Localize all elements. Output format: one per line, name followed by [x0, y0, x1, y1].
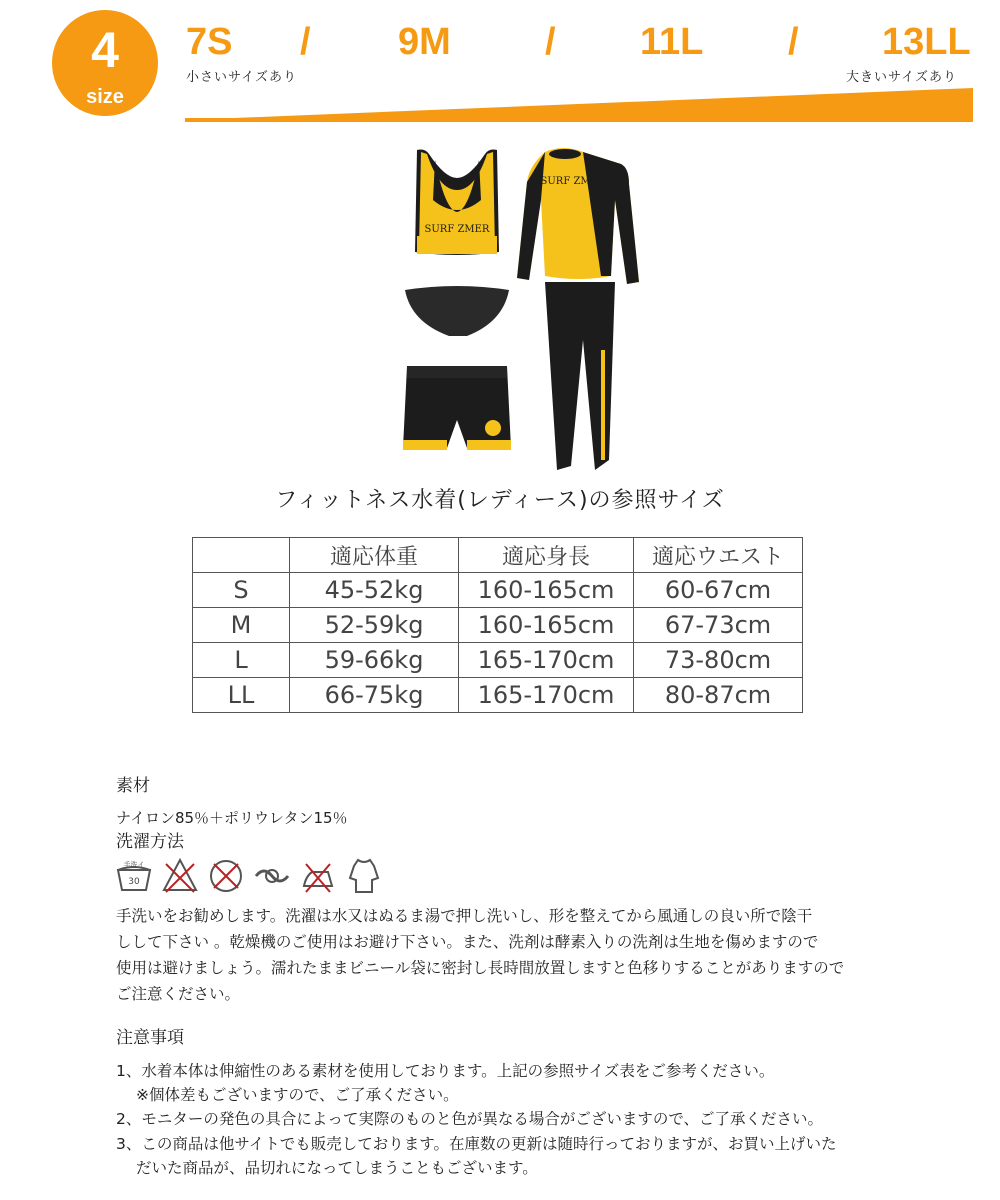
table-cell: 165-170cm: [459, 643, 634, 678]
size-count-badge: [52, 10, 158, 116]
table-cell: 160-165cm: [459, 608, 634, 643]
table-cell: 67-73cm: [634, 608, 803, 643]
sports-bra: [415, 150, 499, 256]
table-cell: 45-52kg: [290, 573, 459, 608]
svg-text:30: 30: [128, 877, 140, 887]
washing-text-line: しして下さい 。乾燥機のご使用はお避け下さい。また、洗剤は酵素入りの洗剤は生地を傷めますので: [116, 933, 819, 951]
badge-unit: size: [86, 86, 124, 108]
table-cell: L: [193, 643, 290, 678]
no-tumble-dry-icon: [206, 856, 246, 896]
table-cell: 60-67cm: [634, 573, 803, 608]
header-accent-stripe: [185, 88, 973, 122]
size-separator: /: [788, 21, 799, 63]
board-shorts: [403, 366, 511, 450]
table-cell: 52-59kg: [290, 608, 459, 643]
note-line: 1、水着本体は伸縮性のある素材を使用しております。上記の参照サイズ表をご参考ください。: [116, 1062, 775, 1080]
table-cell: 165-170cm: [459, 678, 634, 713]
badge-number: 4: [91, 22, 119, 78]
table-cell: M: [193, 608, 290, 643]
rash-guard: [517, 148, 639, 284]
size-table: [192, 537, 803, 713]
header-cell-waist: 適応ウエスト: [634, 538, 803, 573]
table-cell: S: [193, 573, 290, 608]
washing-text-line: 手洗いをお勧めします。洗濯は水又はぬるま湯で押し洗いし、形を整えてから風通しの良い所で陰干: [116, 907, 813, 925]
header-cell-blank: [193, 538, 290, 573]
table-cell: 73-80cm: [634, 643, 803, 678]
table-cell: 80-87cm: [634, 678, 803, 713]
bikini-bottom: [405, 286, 509, 336]
material-text: ナイロン85％＋ポリウレタン15％: [116, 809, 348, 827]
no-bleach-icon: [160, 856, 200, 896]
table-row: [193, 573, 803, 608]
notes-title: 注意事項: [116, 1028, 184, 1048]
note-line: だいた商品が、品切れになってしまうこともございます。: [136, 1159, 538, 1177]
table-row: [193, 678, 803, 713]
size-separator: /: [300, 21, 311, 63]
swimsuit-set-image: [395, 140, 645, 480]
table-cell: 66-75kg: [290, 678, 459, 713]
size-label-11l: 11L: [640, 21, 704, 63]
size-label-9m: 9M: [398, 21, 451, 63]
hand-wash-30-icon: [114, 856, 154, 896]
note-line: 2、モニターの発色の具合によって実際のものと色が異なる場合がございますので、ご了承ください。: [116, 1110, 824, 1128]
large-size-note: 大きいサイズあり: [846, 70, 957, 85]
size-separator: /: [545, 21, 556, 63]
material-title: 素材: [116, 776, 150, 796]
svg-text:手洗イ: 手洗イ: [123, 861, 145, 869]
table-cell: 160-165cm: [459, 573, 634, 608]
table-cell: LL: [193, 678, 290, 713]
small-size-note: 小さいサイズあり: [186, 70, 297, 85]
table-cell: 59-66kg: [290, 643, 459, 678]
note-line: 3、この商品は他サイトでも販売しております。在庫数の更新は随時行っておりますが、お買い上げいた: [116, 1135, 837, 1153]
size-label-13ll: 13LL: [882, 21, 971, 63]
size-table-title: フィットネス水着(レディース)の参照サイズ: [275, 488, 725, 513]
leggings: [545, 282, 615, 470]
brand-text: SURF ZMER: [540, 176, 606, 187]
table-row: [193, 608, 803, 643]
note-line: ※個体差もございますので、ご了承ください。: [136, 1086, 459, 1104]
table-row: [193, 643, 803, 678]
size-label-7s: 7S: [186, 21, 233, 63]
table-header-row: [193, 538, 803, 573]
washing-text-line: 使用は避けましょう。濡れたままビニール袋に密封し長時間放置しますと色移りすることがありますので: [116, 959, 845, 977]
washing-title: 洗濯方法: [116, 832, 184, 852]
header-cell-weight: 適応体重: [290, 538, 459, 573]
brand-text: SURF ZMER: [424, 224, 490, 235]
care-icons: [114, 856, 384, 896]
no-iron-icon: [298, 856, 338, 896]
header-cell-height: 適応身長: [459, 538, 634, 573]
washing-text-line: ご注意ください。: [116, 985, 241, 1003]
line-dry-icon: [344, 856, 384, 896]
wring-gently-icon: [252, 856, 292, 896]
